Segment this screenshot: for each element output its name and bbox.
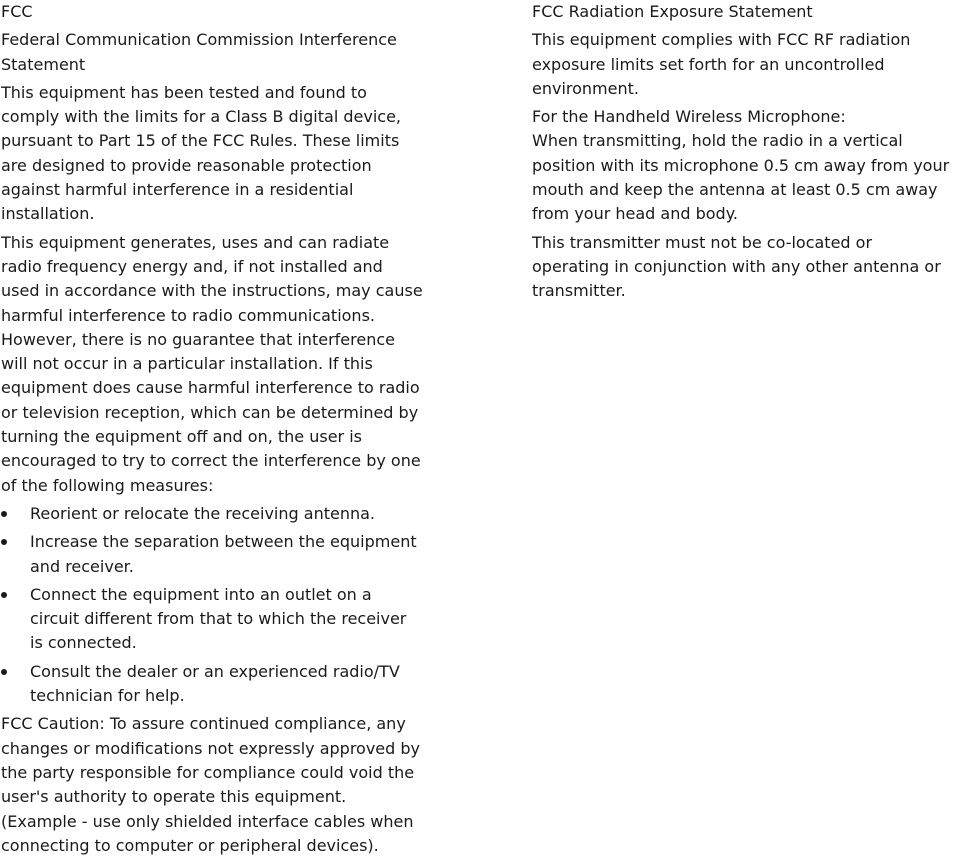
paragraph-line: are designed to provide reasonable protection xyxy=(1,155,372,175)
colocation-paragraph xyxy=(532,231,979,304)
list-item-line: and receiver. xyxy=(30,556,134,576)
paragraph-line: radio frequency energy and, if not installed and xyxy=(1,256,383,276)
paragraph-line: comply with the limits for a Class B digital device, xyxy=(1,107,401,127)
measures-list xyxy=(1,502,451,708)
paragraph-line: the party responsible for compliance could void the xyxy=(1,762,415,782)
caution-paragraph xyxy=(1,712,451,858)
paragraph-line: mouth and keep the antenna at least 0.5 cm away xyxy=(532,180,938,200)
paragraph-line: or television reception, which can be determined by xyxy=(1,402,419,422)
list-item xyxy=(1,583,451,656)
list-item-line: Consult the dealer or an experienced radio/TV xyxy=(30,661,400,681)
microphone-paragraph xyxy=(532,105,979,226)
list-item xyxy=(1,660,451,709)
right-column xyxy=(532,0,979,304)
paragraph-line: This transmitter must not be co-located or xyxy=(532,232,873,252)
paragraph-line: When transmitting, hold the radio in a vertical xyxy=(532,131,903,151)
fcc-title: FCC xyxy=(1,2,33,21)
paragraph-line: will not occur in a particular installation. If this xyxy=(1,354,373,374)
paragraph-line: operating in conjunction with any other antenna or xyxy=(532,256,941,276)
heading-line: Statement xyxy=(1,54,86,74)
paragraph-line: exposure limits set forth for an uncontrolled xyxy=(532,54,885,74)
left-column xyxy=(1,0,451,858)
paragraph-line: harmful interference to radio communications. xyxy=(1,305,375,325)
paragraph-line: installation. xyxy=(1,204,95,224)
paragraph-line: pursuant to Part 15 of the FCC Rules. These limits xyxy=(1,131,400,151)
heading-line: Federal Communication Commission Interference xyxy=(1,30,397,50)
paragraph-line: This equipment has been tested and found to xyxy=(1,82,367,102)
paragraph-line: This equipment generates, uses and can radiate xyxy=(1,232,390,252)
paragraph-line: (Example - use only shielded interface cables when xyxy=(1,811,414,831)
paragraph-line: equipment does cause harmful interference to radio xyxy=(1,378,420,398)
paragraph-line: However, there is no guarantee that interference xyxy=(1,329,395,349)
list-item-line: Increase the separation between the equipment xyxy=(30,532,417,552)
radiation-title: FCC Radiation Exposure Statement xyxy=(532,2,813,21)
bullet-icon xyxy=(1,592,7,598)
interference-paragraph xyxy=(1,231,451,498)
list-item-line: Reorient or relocate the receiving antenna. xyxy=(30,503,375,523)
list-item-line: technician for help. xyxy=(30,686,185,706)
paragraph-line: of the following measures: xyxy=(1,475,214,495)
paragraph-line: For the Handheld Wireless Microphone: xyxy=(532,107,846,127)
list-item-line: circuit different from that to which the receiver xyxy=(30,609,407,629)
paragraph-line: connecting to computer or peripheral devices). xyxy=(1,835,379,855)
bullet-icon xyxy=(1,511,7,517)
paragraph-line: transmitter. xyxy=(532,281,626,301)
list-item-line: Connect the equipment into an outlet on a xyxy=(30,584,372,604)
paragraph-line: from your head and body. xyxy=(532,204,738,224)
fcc-heading xyxy=(1,28,451,77)
rf-compliance-paragraph xyxy=(532,28,979,101)
paragraph-line: used in accordance with the instructions, may cause xyxy=(1,281,423,301)
paragraph-line: FCC Caution: To assure continued compliance, any xyxy=(1,714,406,734)
paragraph-line: position with its microphone 0.5 cm away from your xyxy=(532,155,950,175)
paragraph-line: turning the equipment off and on, the user is xyxy=(1,427,362,447)
bullet-icon xyxy=(1,669,7,675)
paragraph-line: This equipment complies with FCC RF radiation xyxy=(532,30,911,50)
compliance-paragraph xyxy=(1,81,451,227)
paragraph-line: changes or modifications not expressly approved by xyxy=(1,738,421,758)
paragraph-line: environment. xyxy=(532,78,639,98)
list-item xyxy=(1,530,451,579)
paragraph-line: encouraged to try to correct the interference by one xyxy=(1,451,421,471)
list-item-line: is connected. xyxy=(30,633,137,653)
paragraph-line: against harmful interference in a residential xyxy=(1,180,354,200)
list-item xyxy=(1,502,451,526)
paragraph-line: user's authority to operate this equipment. xyxy=(1,787,347,807)
